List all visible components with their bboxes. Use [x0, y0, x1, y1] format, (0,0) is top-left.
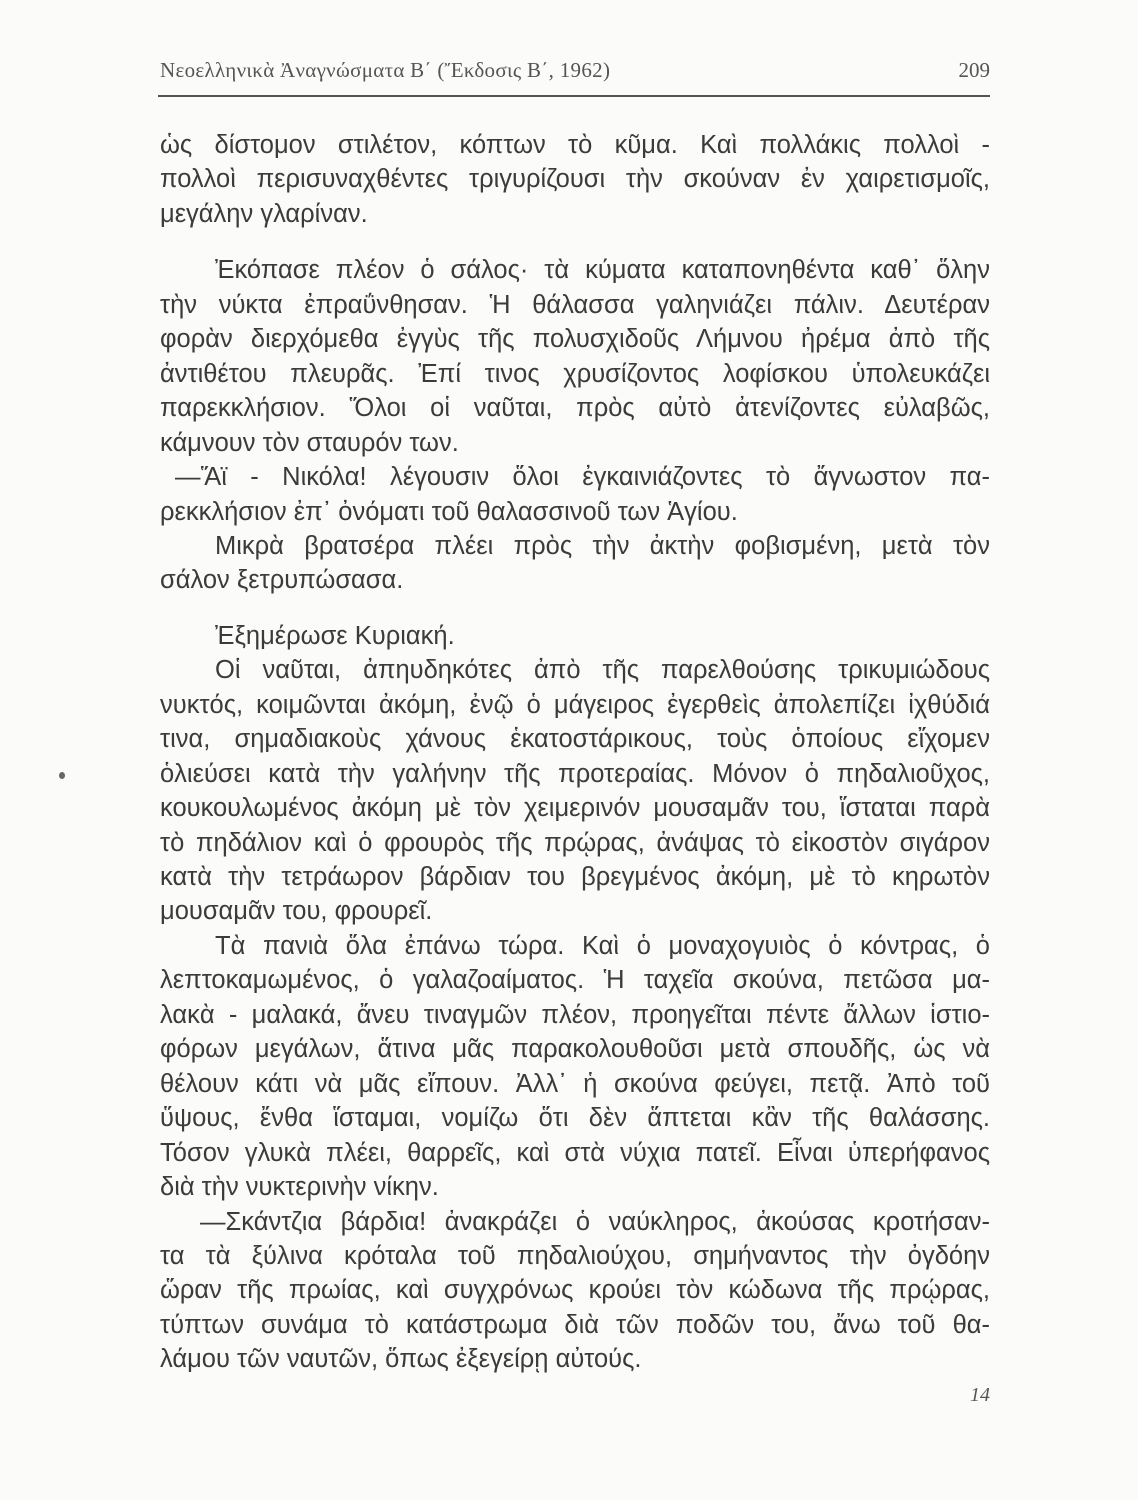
- text-line: Ἐκόπασε πλέον ὁ σάλος· τὰ κύματα καταπονηθέντα καθ᾽ ὅλην: [215, 256, 990, 285]
- text-line: πολλοὶ περισυναχθέντες τριγυρίζουσι τὴν σκούναν ἐν χαιρετισμοῖς,: [160, 165, 990, 194]
- text-line: φορὰν διερχόμεθα ἐγγὺς τῆς πολυσχιδοῦς Λήμνου ἠρέμα ἀπὸ τῆς: [160, 325, 990, 354]
- text-line: λεπτοκαμωμένος, ὁ γαλαζοαίματος. Ἡ ταχεῖα σκούνα, πετῶσα μα-: [160, 966, 990, 995]
- text-line: Ἐξημέρωσε Κυριακή.: [215, 621, 455, 650]
- running-header: [160, 58, 990, 88]
- text-line: μεγάλην γλαρίναν.: [160, 199, 368, 228]
- text-line: κατὰ τὴν τετράωρον βάρδιαν του βρεγμένος ἀκόμη, μὲ τὸ κηρωτὸν: [160, 863, 990, 891]
- text-line: —Ἅϊ - Νικόλα! λέγουσιν ὅλοι ἐγκαινιάζοντες τὸ ἄγνωστον πα-: [175, 463, 990, 492]
- text-line: νυκτός, κοιμῶνται ἀκόμη, ἐνῷ ὁ μάγειρος ἐγερθεὶς ἀπολεπίζει ἰχθύδιά: [160, 690, 990, 719]
- text-line: Τόσον γλυκὰ πλέει, θαρρεῖς, καὶ στὰ νύχια πατεῖ. Εἶναι ὑπερήφανος: [160, 1138, 990, 1167]
- text-line: ρεκκλήσιον ἐπ᾽ ὀνόματι τοῦ θαλασσινοῦ των Ἁγίου.: [160, 497, 738, 526]
- text-line: κουκουλωμένος ἀκόμη μὲ τὸν χειμερινόν μουσαμᾶν του, ἵσταται παρὰ: [160, 794, 990, 823]
- text-line: κάμνουν τὸν σταυρόν των.: [160, 428, 459, 457]
- page-number: 209: [958, 58, 990, 82]
- text-line: Μικρὰ βρατσέρα πλέει πρὸς τὴν ἀκτὴν φοβισμένη, μετὰ τὸν: [215, 531, 990, 560]
- text-line: λακὰ - μαλακά, ἄνευ τιναγμῶν πλέον, προηγεῖται πέντε ἄλλων ἱστιο-: [160, 1000, 990, 1029]
- text-line: τὸ πηδάλιον καὶ ὁ φρουρὸς τῆς πρῴρας, ἀνάψας τὸ εἰκοστὸν σιγάρον: [160, 828, 990, 857]
- text-line: ὁλιεύσει κατὰ τὴν γαλήνην τῆς προτεραίας. Μόνον ὁ πηδαλιοῦχος,: [160, 759, 990, 788]
- header-title: Νεοελληνικὰ Ἀναγνώσματα Β΄ (Ἔκδοσις Β΄, 1962): [160, 58, 611, 82]
- text-line: διὰ τὴν νυκτερινὴν νίκην.: [160, 1173, 439, 1202]
- text-line: Τὰ πανιὰ ὅλα ἐπάνω τώρα. Καὶ ὁ μοναχογυιὸς ὁ κόντρας, ὁ: [215, 931, 990, 960]
- text-line: μουσαμᾶν του, φρουρεῖ.: [160, 897, 433, 926]
- text-line: Οἱ ναῦται, ἀπηυδηκότες ἀπὸ τῆς παρελθούσης τρικυμιώδους: [215, 656, 990, 685]
- text-line: τύπτων συνάμα τὸ κατάστρωμα διὰ τῶν ποδῶν του, ἄνω τοῦ θα-: [160, 1310, 990, 1339]
- text-line: φόρων μεγάλων, ἅτινα μᾶς παρακολουθοῦσι μετὰ σπουδῆς, ὡς νὰ: [160, 1035, 990, 1064]
- text-line: παρεκκλήσιον. Ὅλοι οἱ ναῦται, πρὸς αὐτὸ ἀτενίζοντες εὐλαβῶς,: [160, 394, 990, 423]
- text-line: σάλον ξετρυπώσασα.: [160, 566, 404, 595]
- text-line: θέλουν κάτι νὰ μᾶς εἴπουν. Ἀλλ᾽ ἡ σκούνα φεύγει, πετᾷ. Ἀπὸ τοῦ: [160, 1069, 990, 1098]
- text-line: ὡς δίστομον στιλέτον, κόπτων τὸ κῦμα. Καὶ πολλάκις πολλοὶ -: [160, 131, 990, 159]
- scan-speck: [59, 772, 65, 779]
- text-line: ἀντιθέτου πλευρᾶς. Ἐπί τινος χρυσίζοντος λοφίσκου ὑπολευκάζει: [160, 359, 990, 388]
- text-line: —Σκάντζια βάρδια! ἀνακράζει ὁ ναύκληρος, ἀκούσας κροτήσαν-: [200, 1207, 990, 1236]
- signature-mark: 14: [970, 1384, 990, 1406]
- text-line: τινα, σημαδιακοὺς χάνους ἑκατοστάρικους, τοὺς ὁποίους εἴχομεν: [160, 725, 990, 754]
- text-line: τὴν νύκτα ἐπραΰνθησαν. Ἡ θάλασσα γαληνιάζει πάλιν. Δευτέραν: [160, 290, 990, 319]
- text-line: τα τὰ ξύλινα κρόταλα τοῦ πηδαλιούχου, σημήναντος τὴν ὀγδόην: [160, 1241, 990, 1270]
- header-rule: [158, 95, 990, 97]
- text-line: ὕψους, ἔνθα ἵσταμαι, νομίζω ὅτι δὲν ἅπτεται κἂν τῆς θαλάσσης.: [160, 1104, 990, 1133]
- text-line: λάμου τῶν ναυτῶν, ὅπως ἐξεγείρῃ αὐτούς.: [160, 1345, 642, 1374]
- text-line: ὥραν τῆς πρωίας, καὶ συγχρόνως κρούει τὸν κώδωνα τῆς πρῴρας,: [160, 1276, 990, 1305]
